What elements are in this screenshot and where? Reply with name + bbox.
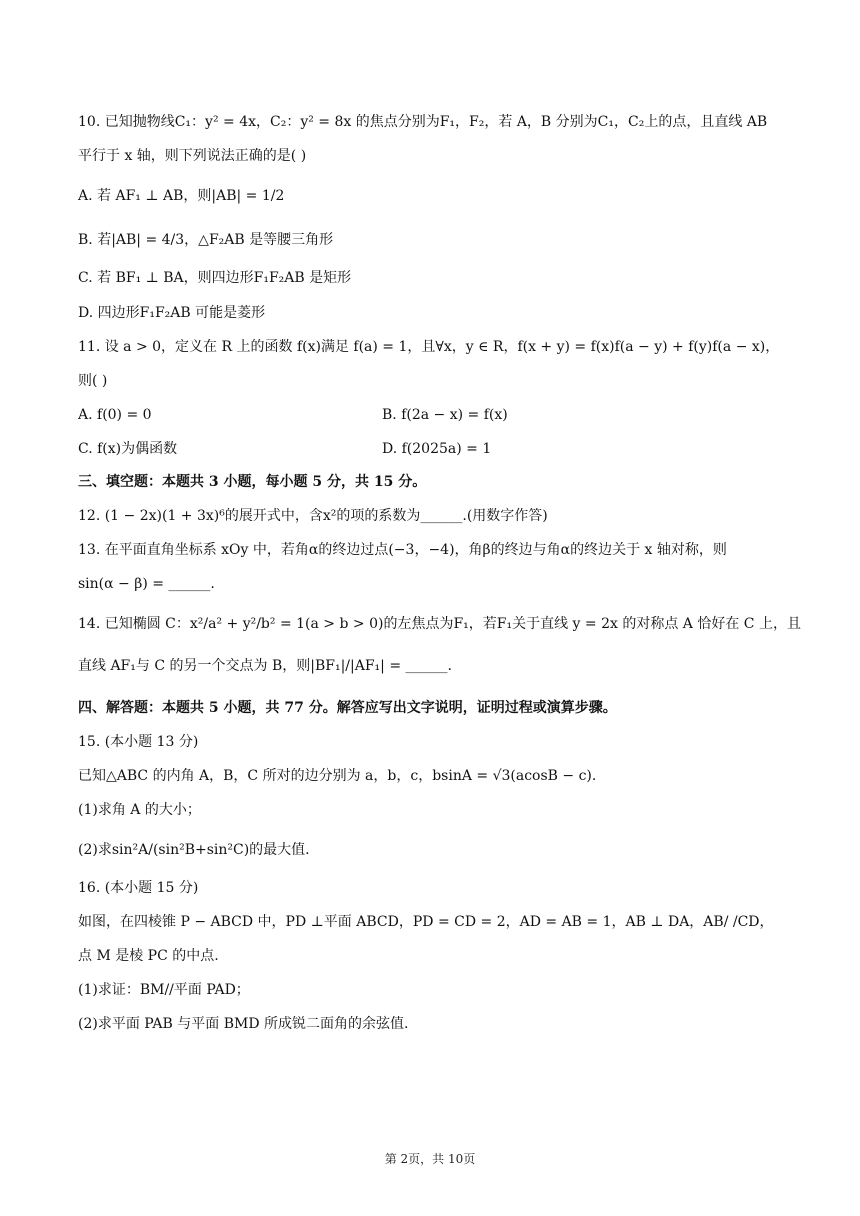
q10-stem-line2: 平行于 x 轴，则下列说法正确的是( ) — [78, 148, 307, 164]
q15-stem: 已知△ABC 的内角 A，B，C 所对的边分别为 a，b，c，bsinA = √3(acosB − c). — [78, 768, 597, 784]
section4-heading: 四、解答题：本题共 5 小题，共 77 分。解答应写出文字说明，证明过程或演算步骤。 — [78, 700, 617, 716]
q15-part2: (2)求sin²A/(sin²B+sin²C)的最大值. — [78, 842, 310, 858]
q11-option-d: D. f(2025a) = 1 — [382, 441, 492, 457]
q11-stem-line2: 则( ) — [78, 373, 108, 389]
q10-option-d: D. 四边形F₁F₂AB 可能是菱形 — [78, 305, 266, 321]
q13-stem-line1: 13. 在平面直角坐标系 xOy 中，若角α的终边过点(−3，−4)，角β的终边与角α的终边关于 x 轴对称，则 — [78, 542, 727, 558]
q16-stem-line2: 点 M 是棱 PC 的中点. — [78, 948, 219, 964]
q16-part1: (1)求证：BM//平面 PAD； — [78, 982, 250, 998]
q10-option-a: A. 若 AF₁ ⊥ AB，则|AB| = 1/2 — [78, 188, 285, 204]
q10-stem-line1: 10. 已知抛物线C₁：y² = 4x，C₂：y² = 8x 的焦点分别为F₁，F₂，若 A，B 分别为C₁，C₂上的点，且直线 AB — [78, 114, 768, 130]
section3-heading: 三、填空题：本题共 3 小题，每小题 5 分，共 15 分。 — [78, 474, 427, 490]
q11-option-a: A. f(0) = 0 — [78, 407, 152, 423]
q11-stem-line1: 11. 设 a > 0，定义在 R 上的函数 f(x)满足 f(a) = 1，且∀x，y ∈ R，f(x + y) = f(x)f(a − y) + f(y)f(a − x)， — [78, 339, 780, 355]
q13-stem-line2: sin(α − β) = ______. — [78, 576, 215, 592]
q14-stem-line1: 14. 已知椭圆 C：x²/a² + y²/b² = 1(a > b > 0)的左焦点为F₁，若F₁关于直线 y = 2x 的对称点 A 恰好在 C 上，且 — [78, 616, 801, 632]
q11-option-c: C. f(x)为偶函数 — [78, 441, 178, 457]
q12-stem: 12. (1 − 2x)(1 + 3x)⁶的展开式中，含x²的项的系数为______.(用数字作答) — [78, 508, 548, 524]
page-footer: 第 2页，共 10页 — [384, 1152, 476, 1166]
q14-stem-line2: 直线 AF₁与 C 的另一个交点为 B，则|BF₁|/|AF₁| = ______. — [78, 658, 452, 674]
q15-part1: (1)求角 A 的大小； — [78, 802, 201, 818]
q16-title: 16. (本小题 15 分) — [78, 880, 199, 896]
q16-part2: (2)求平面 PAB 与平面 BMD 所成锐二面角的余弦值. — [78, 1016, 409, 1032]
q10-option-c: C. 若 BF₁ ⊥ BA，则四边形F₁F₂AB 是矩形 — [78, 270, 352, 286]
q11-option-b: B. f(2a − x) = f(x) — [382, 407, 508, 423]
q15-title: 15. (本小题 13 分) — [78, 734, 199, 750]
q10-option-b: B. 若|AB| = 4/3，△F₂AB 是等腰三角形 — [78, 232, 334, 248]
q16-stem-line1: 如图，在四棱锥 P − ABCD 中，PD ⊥平面 ABCD，PD = CD = 2，AD = AB = 1，AB ⊥ DA，AB/ /CD， — [78, 914, 774, 930]
